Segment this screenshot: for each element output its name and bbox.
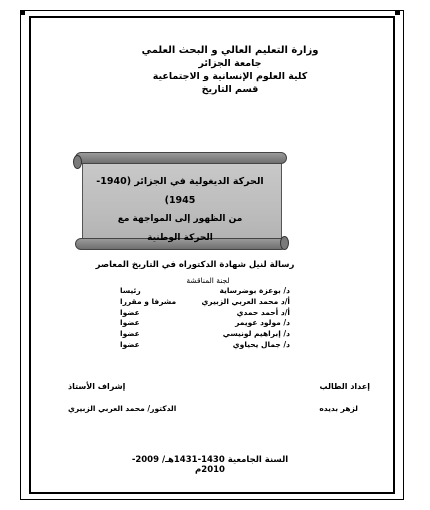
member-role: عضوا	[120, 329, 140, 339]
scroll-top-roll	[75, 152, 287, 164]
thesis-title-line3: الحركة الوطنية	[147, 233, 213, 243]
member-role: رئيسا	[120, 286, 141, 295]
member-role: عضوا	[120, 339, 140, 349]
ministry-name: وزارة التعليم العالي و البحث العلمي	[141, 45, 319, 56]
committee-title: لجنة المناقشة	[186, 276, 230, 285]
member-name: أ/د محمد العربي الزبيري	[201, 296, 290, 306]
thesis-title-line1: الحركة الديغولية في الجزائر (1940-1945)	[96, 176, 264, 206]
committee-member	[120, 318, 290, 329]
committee-member	[120, 329, 290, 340]
member-name: د/ بوعزة بوضرساية	[219, 286, 290, 295]
student-label: إعداد الطالب	[319, 382, 370, 391]
committee-member	[120, 297, 290, 308]
border-corner	[395, 10, 400, 15]
committee-member	[120, 286, 290, 297]
committee-member	[120, 308, 290, 319]
title-scroll	[75, 152, 285, 256]
member-role: عضوا	[120, 318, 140, 328]
member-name: د/ جمال يحياوي	[232, 339, 290, 349]
member-name: د/ مولود عويمر	[235, 318, 290, 328]
faculty-name: كلية العلوم الإنسانية و الاجتماعية	[152, 71, 308, 82]
academic-year: السنة الجامعية 1430-1431هـ/ 2009-2010م	[131, 455, 289, 475]
member-role: مشرفا و مقررا	[120, 296, 177, 306]
student-name: لزهر بديده	[319, 404, 358, 413]
thesis-title-line2: من الظهور إلى المواجهة مع	[117, 214, 243, 224]
thesis-title	[85, 172, 275, 248]
university-name: جامعة الجزائر	[198, 58, 262, 69]
supervisor-label: إشراف الأستاذ	[68, 382, 126, 391]
border-corner	[20, 10, 25, 15]
committee-member	[120, 340, 290, 351]
member-name: د/ إبراهيم لونيسي	[222, 329, 290, 339]
department-name: قسم التاريخ	[201, 84, 259, 95]
institution-header	[105, 44, 355, 96]
scroll-curl-right	[280, 236, 289, 250]
member-role: عضوا	[120, 307, 140, 317]
committee-members	[120, 286, 290, 351]
thesis-subtitle: رسالة لنيل شهادة الدكتوراه في التاريخ المعاصر	[95, 260, 295, 270]
scroll-curl-left	[73, 155, 82, 169]
member-name: أ/د أحمد حمدي	[236, 307, 290, 317]
supervisor-name: الدكتور/ محمد العربي الزبيري	[68, 404, 177, 413]
